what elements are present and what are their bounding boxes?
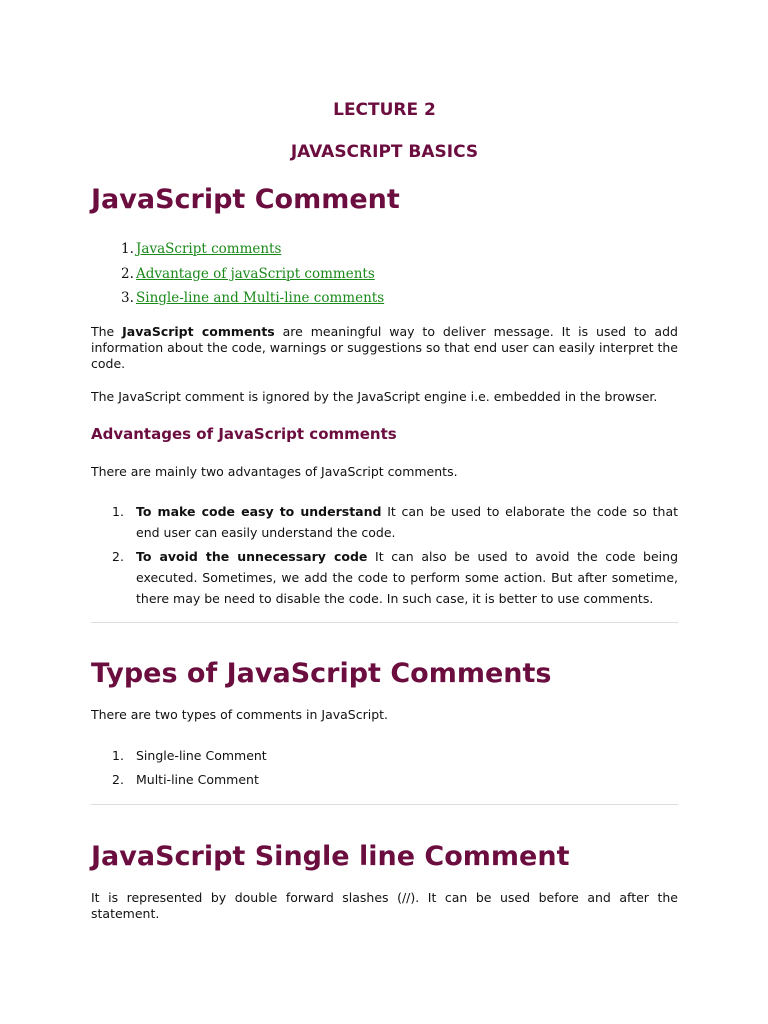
- section-title-types: Types of JavaScript Comments: [91, 658, 552, 689]
- engine-note-paragraph: The JavaScript comment is ignored by the JavaScript engine i.e. embedded in the browser.: [91, 389, 658, 404]
- intro-paragraph: [91, 324, 678, 372]
- list-item: [91, 546, 678, 609]
- toc-item-number: 2.: [121, 265, 134, 282]
- toc-link-javascript-comments[interactable]: JavaScript comments: [136, 241, 282, 257]
- advantages-intro: There are mainly two advantages of JavaScript comments.: [91, 464, 458, 479]
- list-item-number: 1.: [112, 504, 124, 519]
- list-item-text: Multi-line Comment: [136, 772, 259, 787]
- advantages-heading: Advantages of JavaScript comments: [91, 425, 397, 443]
- list-item-number: 2.: [112, 772, 124, 787]
- single-line-description: It is represented by double forward slashes (//). It can be used before and after the statement.: [91, 890, 678, 921]
- list-item: [91, 744, 678, 768]
- toc-item: [121, 240, 384, 265]
- lecture-number: LECTURE 2: [333, 100, 436, 120]
- intro-prefix: The: [91, 324, 123, 339]
- divider: [91, 804, 678, 805]
- toc-item: [121, 289, 384, 314]
- table-of-contents: [121, 240, 384, 314]
- list-item-text: Single-line Comment: [136, 748, 267, 763]
- section-title-javascript-comment: JavaScript Comment: [91, 184, 400, 215]
- section-title-single-line: JavaScript Single line Comment: [91, 841, 570, 872]
- toc-item-number: 3.: [121, 290, 134, 306]
- list-item-number: 2.: [112, 549, 124, 564]
- intro-bold-term: JavaScript comments: [122, 324, 275, 339]
- advantages-list: [91, 501, 678, 612]
- types-list: [91, 744, 678, 792]
- divider: [91, 622, 678, 623]
- list-item: [91, 768, 678, 792]
- list-item-text: It can also be used to avoid the code being executed. Sometimes, we add the code to perform some action. But after sometime, there may be need to disable the code. In such case, it is better to use comments.: [136, 549, 679, 606]
- list-item-text: It can be used to elaborate the code so that end user can easily understand the code.: [136, 504, 678, 540]
- lecture-subtitle: JAVASCRIPT BASICS: [290, 142, 479, 162]
- list-item-number: 1.: [112, 748, 124, 763]
- list-item-bold: To make code easy to understand: [136, 504, 382, 519]
- types-intro: There are two types of comments in JavaScript.: [91, 707, 389, 722]
- toc-link-advantage[interactable]: Advantage of javaScript comments: [136, 265, 375, 282]
- list-item-bold: To avoid the unnecessary code: [136, 549, 368, 564]
- toc-item-number: 1.: [121, 241, 134, 257]
- intro-rest: are meaningful way to deliver message. It is used to add information about the code, warnings or suggestions so that end user can easily interpret the code.: [91, 324, 678, 371]
- list-item: [91, 501, 678, 543]
- toc-link-single-multi-line[interactable]: Single-line and Multi-line comments: [136, 290, 385, 306]
- toc-item: [121, 265, 384, 290]
